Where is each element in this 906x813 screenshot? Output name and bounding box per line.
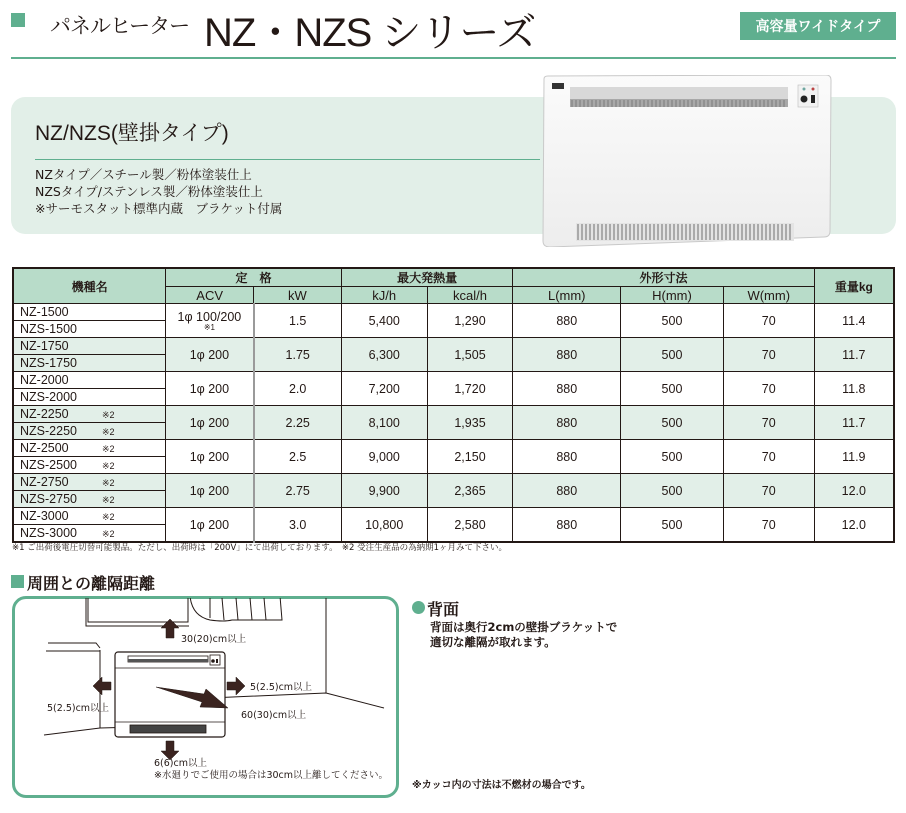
intro-line: NZSタイプ/ステンレス製／粉体塗装仕上	[35, 184, 263, 199]
subheader-height: H(mm)	[621, 287, 724, 304]
weight-cell: 11.9	[814, 440, 894, 474]
height-cell: 500	[621, 406, 724, 440]
length-cell: 880	[513, 304, 621, 338]
panel-heater-image	[540, 75, 832, 247]
height-cell: 500	[621, 338, 724, 372]
width-cell: 70	[723, 406, 814, 440]
length-cell: 880	[513, 406, 621, 440]
width-cell: 70	[723, 440, 814, 474]
back-description	[430, 620, 617, 650]
kjh-cell: 8,100	[341, 406, 427, 440]
acv-cell: 1φ 200	[166, 508, 254, 543]
subheader-kjh: kJ/h	[341, 287, 427, 304]
model-cell: NZS-1750	[13, 355, 166, 372]
back-line: 背面は奥行2cmの壁掛ブラケットで	[430, 620, 618, 634]
kjh-cell: 9,900	[341, 474, 427, 508]
table-row	[13, 338, 894, 355]
header-weight: 重量kg	[814, 268, 894, 304]
height-cell: 500	[621, 372, 724, 406]
width-cell: 70	[723, 474, 814, 508]
label-left: 5(2.5)cm以上	[47, 703, 110, 714]
model-cell: NZ-1500	[13, 304, 166, 321]
height-cell: 500	[621, 304, 724, 338]
model-cell: NZS-1500	[13, 321, 166, 338]
kw-cell: 1.5	[254, 304, 342, 338]
back-title: 背面	[427, 600, 460, 619]
kw-cell: 2.0	[254, 372, 342, 406]
kjh-cell: 5,400	[341, 304, 427, 338]
header-model: 機種名	[13, 268, 166, 304]
kjh-cell: 10,800	[341, 508, 427, 543]
label-bottom: 6(6)cm以上	[154, 758, 207, 769]
kcalh-cell: 1,290	[427, 304, 513, 338]
spec-table	[12, 267, 895, 543]
weight-cell: 12.0	[814, 474, 894, 508]
acv-cell: 1φ 100/200 ※1	[166, 304, 254, 338]
table-row	[13, 372, 894, 389]
width-cell: 70	[723, 372, 814, 406]
subheader-kcalh: kcal/h	[427, 287, 513, 304]
back-line: 適切な離隔が取れます。	[430, 635, 556, 649]
kcalh-cell: 1,505	[427, 338, 513, 372]
weight-cell: 11.4	[814, 304, 894, 338]
height-cell: 500	[621, 474, 724, 508]
intro-title: NZ/NZS(壁掛タイプ)	[35, 122, 229, 145]
header-subtitle: パネルヒーター	[50, 14, 190, 38]
table-footnote: ※1 ご出荷後電圧切替可能製品。ただし、出荷時は「200V」にて出荷しております。 ※2 受注生産品の為納期1ヶ月みて下さい。	[12, 543, 507, 553]
arrow-right-icon	[227, 677, 245, 695]
length-cell: 880	[513, 440, 621, 474]
model-cell: NZS-2000	[13, 389, 166, 406]
kjh-cell: 7,200	[341, 372, 427, 406]
model-cell: NZ-2750 ※2	[13, 474, 166, 491]
weight-cell: 12.0	[814, 508, 894, 543]
intro-divider	[35, 159, 540, 160]
acv-cell: 1φ 200	[166, 372, 254, 406]
kw-cell: 1.75	[254, 338, 342, 372]
back-bullet-icon	[412, 601, 425, 614]
kcalh-cell: 2,580	[427, 508, 513, 543]
header-rating: 定 格	[166, 268, 342, 287]
length-cell: 880	[513, 508, 621, 543]
width-cell: 70	[723, 508, 814, 543]
kcalh-cell: 2,365	[427, 474, 513, 508]
width-cell: 70	[723, 304, 814, 338]
width-cell: 70	[723, 338, 814, 372]
acv-cell: 1φ 200	[166, 338, 254, 372]
kcalh-cell: 1,720	[427, 372, 513, 406]
model-cell: NZS-3000 ※2	[13, 525, 166, 543]
kw-cell: 3.0	[254, 508, 342, 543]
table-row	[13, 406, 894, 423]
label-top: 30(20)cm以上	[181, 634, 247, 645]
acv-cell: 1φ 200	[166, 440, 254, 474]
intro-description	[35, 166, 282, 217]
length-cell: 880	[513, 338, 621, 372]
table-row	[13, 474, 894, 491]
header-divider	[11, 57, 896, 59]
length-cell: 880	[513, 474, 621, 508]
model-cell: NZ-3000 ※2	[13, 508, 166, 525]
height-cell: 500	[621, 508, 724, 543]
kjh-cell: 6,300	[341, 338, 427, 372]
kw-cell: 2.5	[254, 440, 342, 474]
parenthesis-note: ※カッコ内の寸法は不燃材の場合です。	[412, 780, 591, 791]
table-row	[13, 304, 894, 321]
model-cell: NZS-2250 ※2	[13, 423, 166, 440]
header-max-heat: 最大発熱量	[341, 268, 513, 287]
acv-cell: 1φ 200	[166, 474, 254, 508]
intro-line: ※サーモスタット標準内蔵 ブラケット付属	[35, 201, 283, 216]
header-dimensions: 外形寸法	[513, 268, 814, 287]
subheader-kw: kW	[254, 287, 342, 304]
length-cell: 880	[513, 372, 621, 406]
section-square-icon	[11, 575, 24, 588]
model-cell: NZ-2250 ※2	[13, 406, 166, 423]
subheader-acv: ACV	[166, 287, 254, 304]
weight-cell: 11.7	[814, 406, 894, 440]
model-cell: NZ-2500 ※2	[13, 440, 166, 457]
model-cell: NZ-1750	[13, 338, 166, 355]
subheader-width: W(mm)	[723, 287, 814, 304]
header-square-icon	[11, 13, 25, 27]
arrow-left-icon	[93, 677, 111, 695]
page-title: NZ・NZS シリーズ	[204, 11, 536, 55]
kjh-cell: 9,000	[341, 440, 427, 474]
intro-line: NZタイプ／スチール製／粉体塗装仕上	[35, 167, 252, 182]
kcalh-cell: 1,935	[427, 406, 513, 440]
model-cell: NZS-2750 ※2	[13, 491, 166, 508]
kw-cell: 2.75	[254, 474, 342, 508]
weight-cell: 11.8	[814, 372, 894, 406]
clearance-diagram	[14, 598, 395, 794]
label-water-note: ※水廻りでご使用の場合は30cm以上離してください。	[154, 770, 389, 781]
type-badge: 高容量ワイドタイプ	[740, 12, 896, 40]
height-cell: 500	[621, 440, 724, 474]
table-row	[13, 440, 894, 457]
clearance-title: 周囲との離隔距離	[27, 574, 156, 593]
model-cell: NZS-2500 ※2	[13, 457, 166, 474]
kcalh-cell: 2,150	[427, 440, 513, 474]
table-row	[13, 508, 894, 525]
subheader-length: L(mm)	[513, 287, 621, 304]
acv-cell: 1φ 200	[166, 406, 254, 440]
label-right: 5(2.5)cm以上	[250, 682, 313, 693]
weight-cell: 11.7	[814, 338, 894, 372]
acv-note: ※1	[203, 322, 215, 332]
kw-cell: 2.25	[254, 406, 342, 440]
label-front: 60(30)cm以上	[241, 710, 307, 721]
model-cell: NZ-2000	[13, 372, 166, 389]
